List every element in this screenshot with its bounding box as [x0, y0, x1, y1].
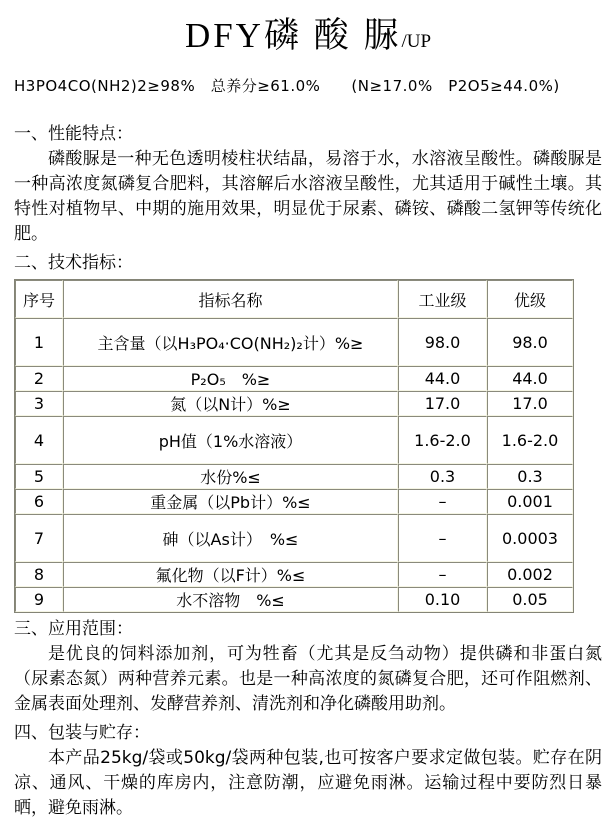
premium-value: 0.002: [487, 562, 573, 587]
premium-value: 17.0: [487, 391, 573, 416]
indicator-name: pH值（1%水溶液）: [63, 416, 398, 464]
indicator-name: P₂O₅ %≥: [63, 366, 398, 391]
row-no: 5: [15, 464, 63, 489]
header-cell-indicator-name: 指标名称: [63, 280, 398, 318]
table-row-3: [15, 391, 573, 416]
industrial-value: 0.10: [398, 587, 487, 612]
header-cell-index: 序号: [15, 280, 63, 318]
premium-value: 0.001: [487, 489, 573, 514]
chemical-spec-line: H3PO4CO(NH2)2≥98% 总养分≥61.0% (N≥17.0% P2O5≥44.0%): [14, 77, 560, 95]
indicator-name: 氟化物（以F计）%≤: [63, 562, 398, 587]
premium-value: 44.0: [487, 366, 573, 391]
premium-value: 1.6-2.0: [487, 416, 573, 464]
industrial-value: 98.0: [398, 318, 487, 366]
row-no: 7: [15, 514, 63, 562]
industrial-value: 17.0: [398, 391, 487, 416]
industrial-value: –: [398, 489, 487, 514]
section-heading-packaging: 四、包装与贮存：: [14, 723, 150, 743]
section-body-application: 是优良的饲料添加剂，可为牲畜（尤其是反刍动物）提供磷和非蛋白氮（尿素态氮）两种营养元素。也是一种高浓度的氮磷复合肥，还可作阻燃剂、金属表面处理剂、发酵营养剂、清洗剂和净化磷酸用助剂。: [14, 644, 602, 714]
row-no: 2: [15, 366, 63, 391]
industrial-value: 1.6-2.0: [398, 416, 487, 464]
section-body-performance: 磷酸脲是一种无色透明棱柱状结晶，易溶于水，水溶液呈酸性。磷酸脲是一种高浓度氮磷复合肥料，其溶解后水溶液呈酸性，尤其适用于碱性土壤。其特性对植物早、中期的施用效果，明显优于尿素、磷铵、磷酸二氢钾等传统化肥。: [14, 149, 602, 244]
section-body-packaging: 本产品25kg/袋或50kg/袋两种包装,也可按客户要求定做包装。贮存在阴凉、通风、干燥的库房内，注意防潮，应避免雨淋。运输过程中要防烈日暴晒，避免雨淋。: [14, 748, 602, 818]
section-heading-technical: 二、技术指标：: [14, 253, 133, 273]
indicator-name: 重金属（以Pb计）%≤: [63, 489, 398, 514]
indicator-name: 砷（以As计） %≤: [63, 514, 398, 562]
table-row-9: [15, 587, 573, 612]
premium-value: 98.0: [487, 318, 573, 366]
row-no: 6: [15, 489, 63, 514]
table-row-8: [15, 562, 573, 587]
table-row-6: [15, 489, 573, 514]
indicator-name: 氮（以N计）%≥: [63, 391, 398, 416]
page-title: [14, 8, 602, 58]
technical-indicators-table: [14, 279, 574, 613]
industrial-value: –: [398, 514, 487, 562]
row-no: 8: [15, 562, 63, 587]
table-row-1: [15, 318, 573, 366]
premium-value: 0.0003: [487, 514, 573, 562]
table-row-7: [15, 514, 573, 562]
industrial-value: –: [398, 562, 487, 587]
industrial-value: 0.3: [398, 464, 487, 489]
header-cell-premium-grade: 优级: [487, 280, 573, 318]
table-row-4: [15, 416, 573, 464]
indicator-name: 水不溶物 %≤: [63, 587, 398, 612]
section-heading-application: 三、应用范围：: [14, 619, 133, 639]
indicator-name: 主含量（以H₃PO₄·CO(NH₂)₂计）%≥: [63, 318, 398, 366]
row-no: 9: [15, 587, 63, 612]
row-no: 3: [15, 391, 63, 416]
industrial-value: 44.0: [398, 366, 487, 391]
table-row-2: [15, 366, 573, 391]
header-cell-industrial-grade: 工业级: [398, 280, 487, 318]
premium-value: 0.05: [487, 587, 573, 612]
page-title-main: DFY磷 酸 脲: [184, 16, 402, 55]
row-no: 1: [15, 318, 63, 366]
indicator-name: 水份%≤: [63, 464, 398, 489]
page-title-suffix: /UP: [401, 31, 432, 52]
table-row-5: [15, 464, 573, 489]
premium-value: 0.3: [487, 464, 573, 489]
row-no: 4: [15, 416, 63, 464]
table-header-row: [15, 280, 573, 318]
section-heading-performance: 一、性能特点：: [14, 124, 133, 144]
